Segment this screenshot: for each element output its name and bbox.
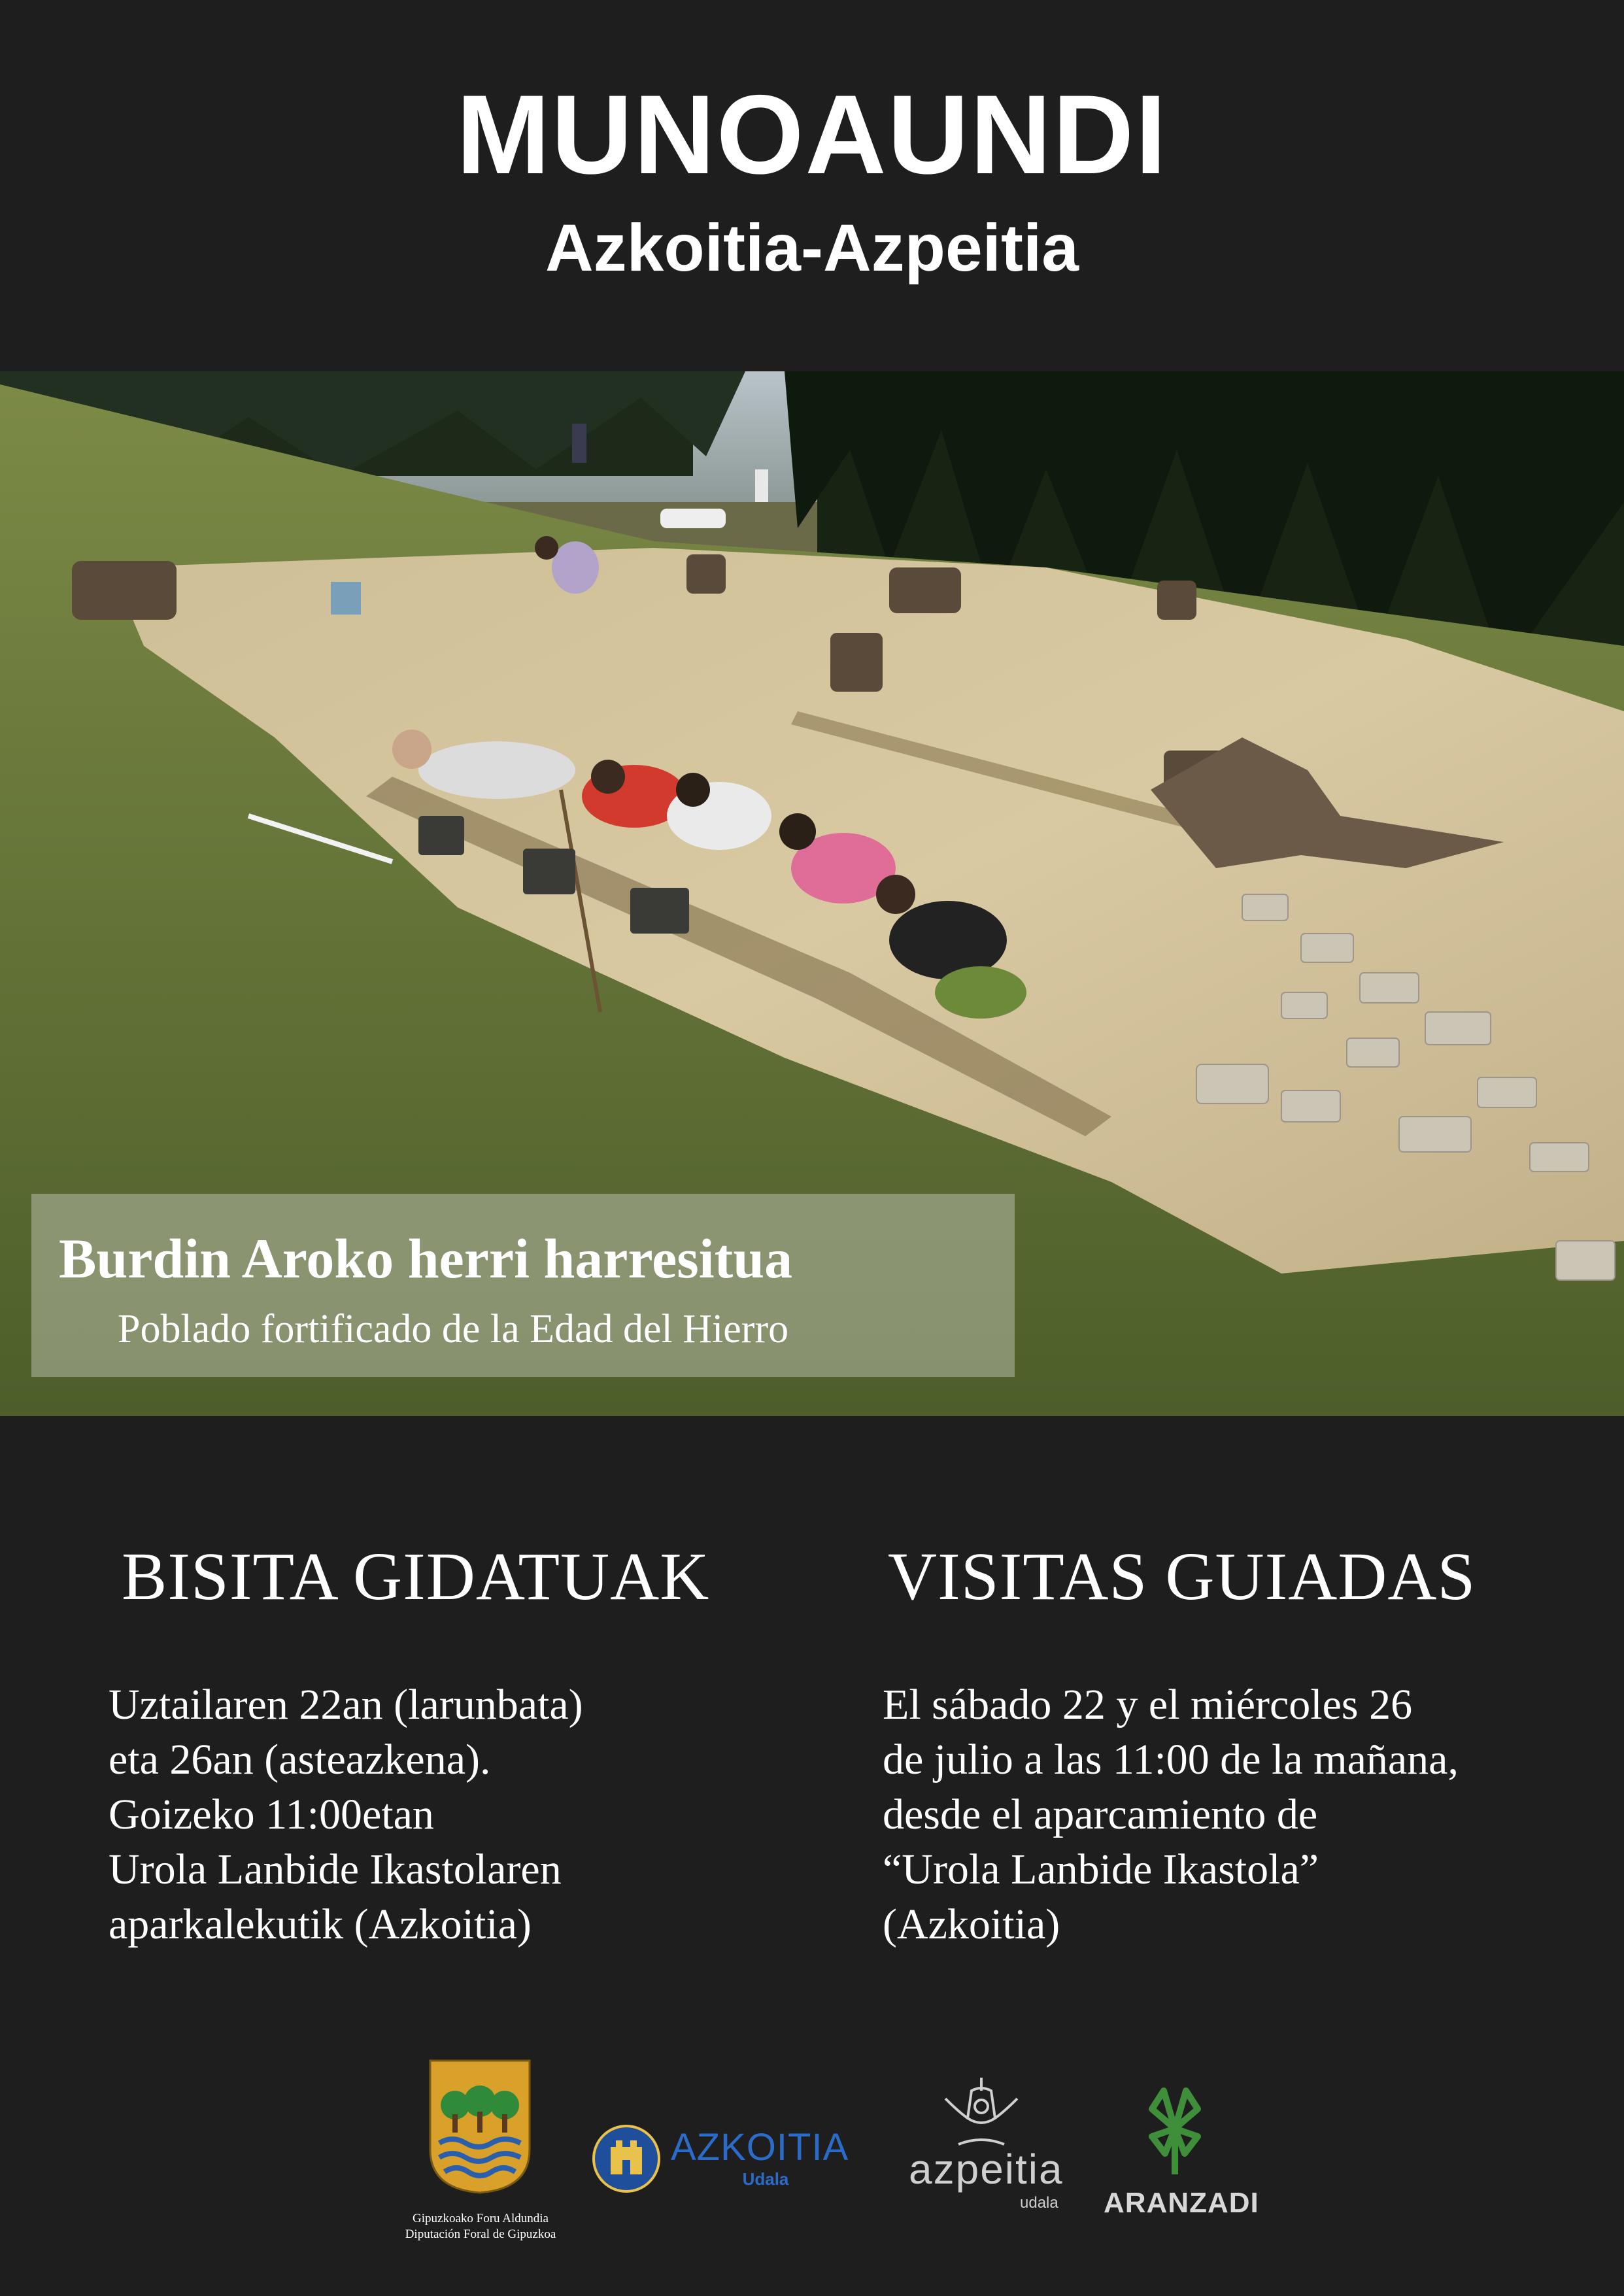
visit-info-line: de julio a las 11:00 de la mañana,	[883, 1736, 1459, 1783]
poster-subtitle: Azkoitia-Azpeitia	[545, 211, 1079, 285]
poster-title: MUNOAUNDI	[456, 72, 1168, 197]
visit-info-line: aparkalekutik (Azkoitia)	[109, 1900, 532, 1948]
visit-info-line: eta 26an (asteazkena).	[109, 1736, 491, 1783]
azpeitia-emblem-icon	[932, 2072, 1030, 2157]
gipuzkoa-shield-icon	[428, 2058, 532, 2195]
azkoitia-emblem-icon	[591, 2123, 662, 2194]
visit-info-line: desde el aparcamiento de	[883, 1791, 1318, 1838]
visit-info-basque	[109, 1678, 828, 1952]
visit-info-line: El sábado 22 y el miércoles 26	[883, 1681, 1413, 1729]
heading-spanish: VISITAS GUIADAS	[888, 1539, 1476, 1614]
gipuzkoa-label-basque: Gipuzkoako Foru Aldundia	[413, 2212, 549, 2225]
visit-info-line: Uztailaren 22an (larunbata)	[109, 1681, 583, 1729]
visit-info-line: “Urola Lanbide Ikastola”	[883, 1846, 1319, 1893]
visit-info-line: Goizeko 11:00etan	[109, 1791, 434, 1838]
heading-basque: BISITA GIDATUAK	[122, 1539, 710, 1614]
caption-sub: Poblado fortificado de la Edad del Hierro	[118, 1307, 789, 1351]
azkoitia-logo-subtext: Udala	[742, 2169, 789, 2189]
azkoitia-logo-text: AZKOITIA	[671, 2126, 849, 2169]
gipuzkoa-label-spanish: Diputación Foral de Gipuzkoa	[405, 2227, 556, 2241]
visit-info-spanish	[883, 1678, 1608, 1952]
visit-info-line: (Azkoitia)	[883, 1900, 1060, 1948]
aranzadi-leaf-icon	[1126, 2076, 1224, 2181]
aranzadi-logo-text: ARANZADI	[1104, 2187, 1259, 2219]
azpeitia-logo-subtext: udala	[1020, 2194, 1058, 2212]
visit-info-line: Urola Lanbide Ikastolaren	[109, 1846, 562, 1893]
caption-main: Burdin Aroko herri harresitua	[59, 1227, 793, 1290]
azpeitia-logo-text: azpeitia	[909, 2146, 1064, 2193]
